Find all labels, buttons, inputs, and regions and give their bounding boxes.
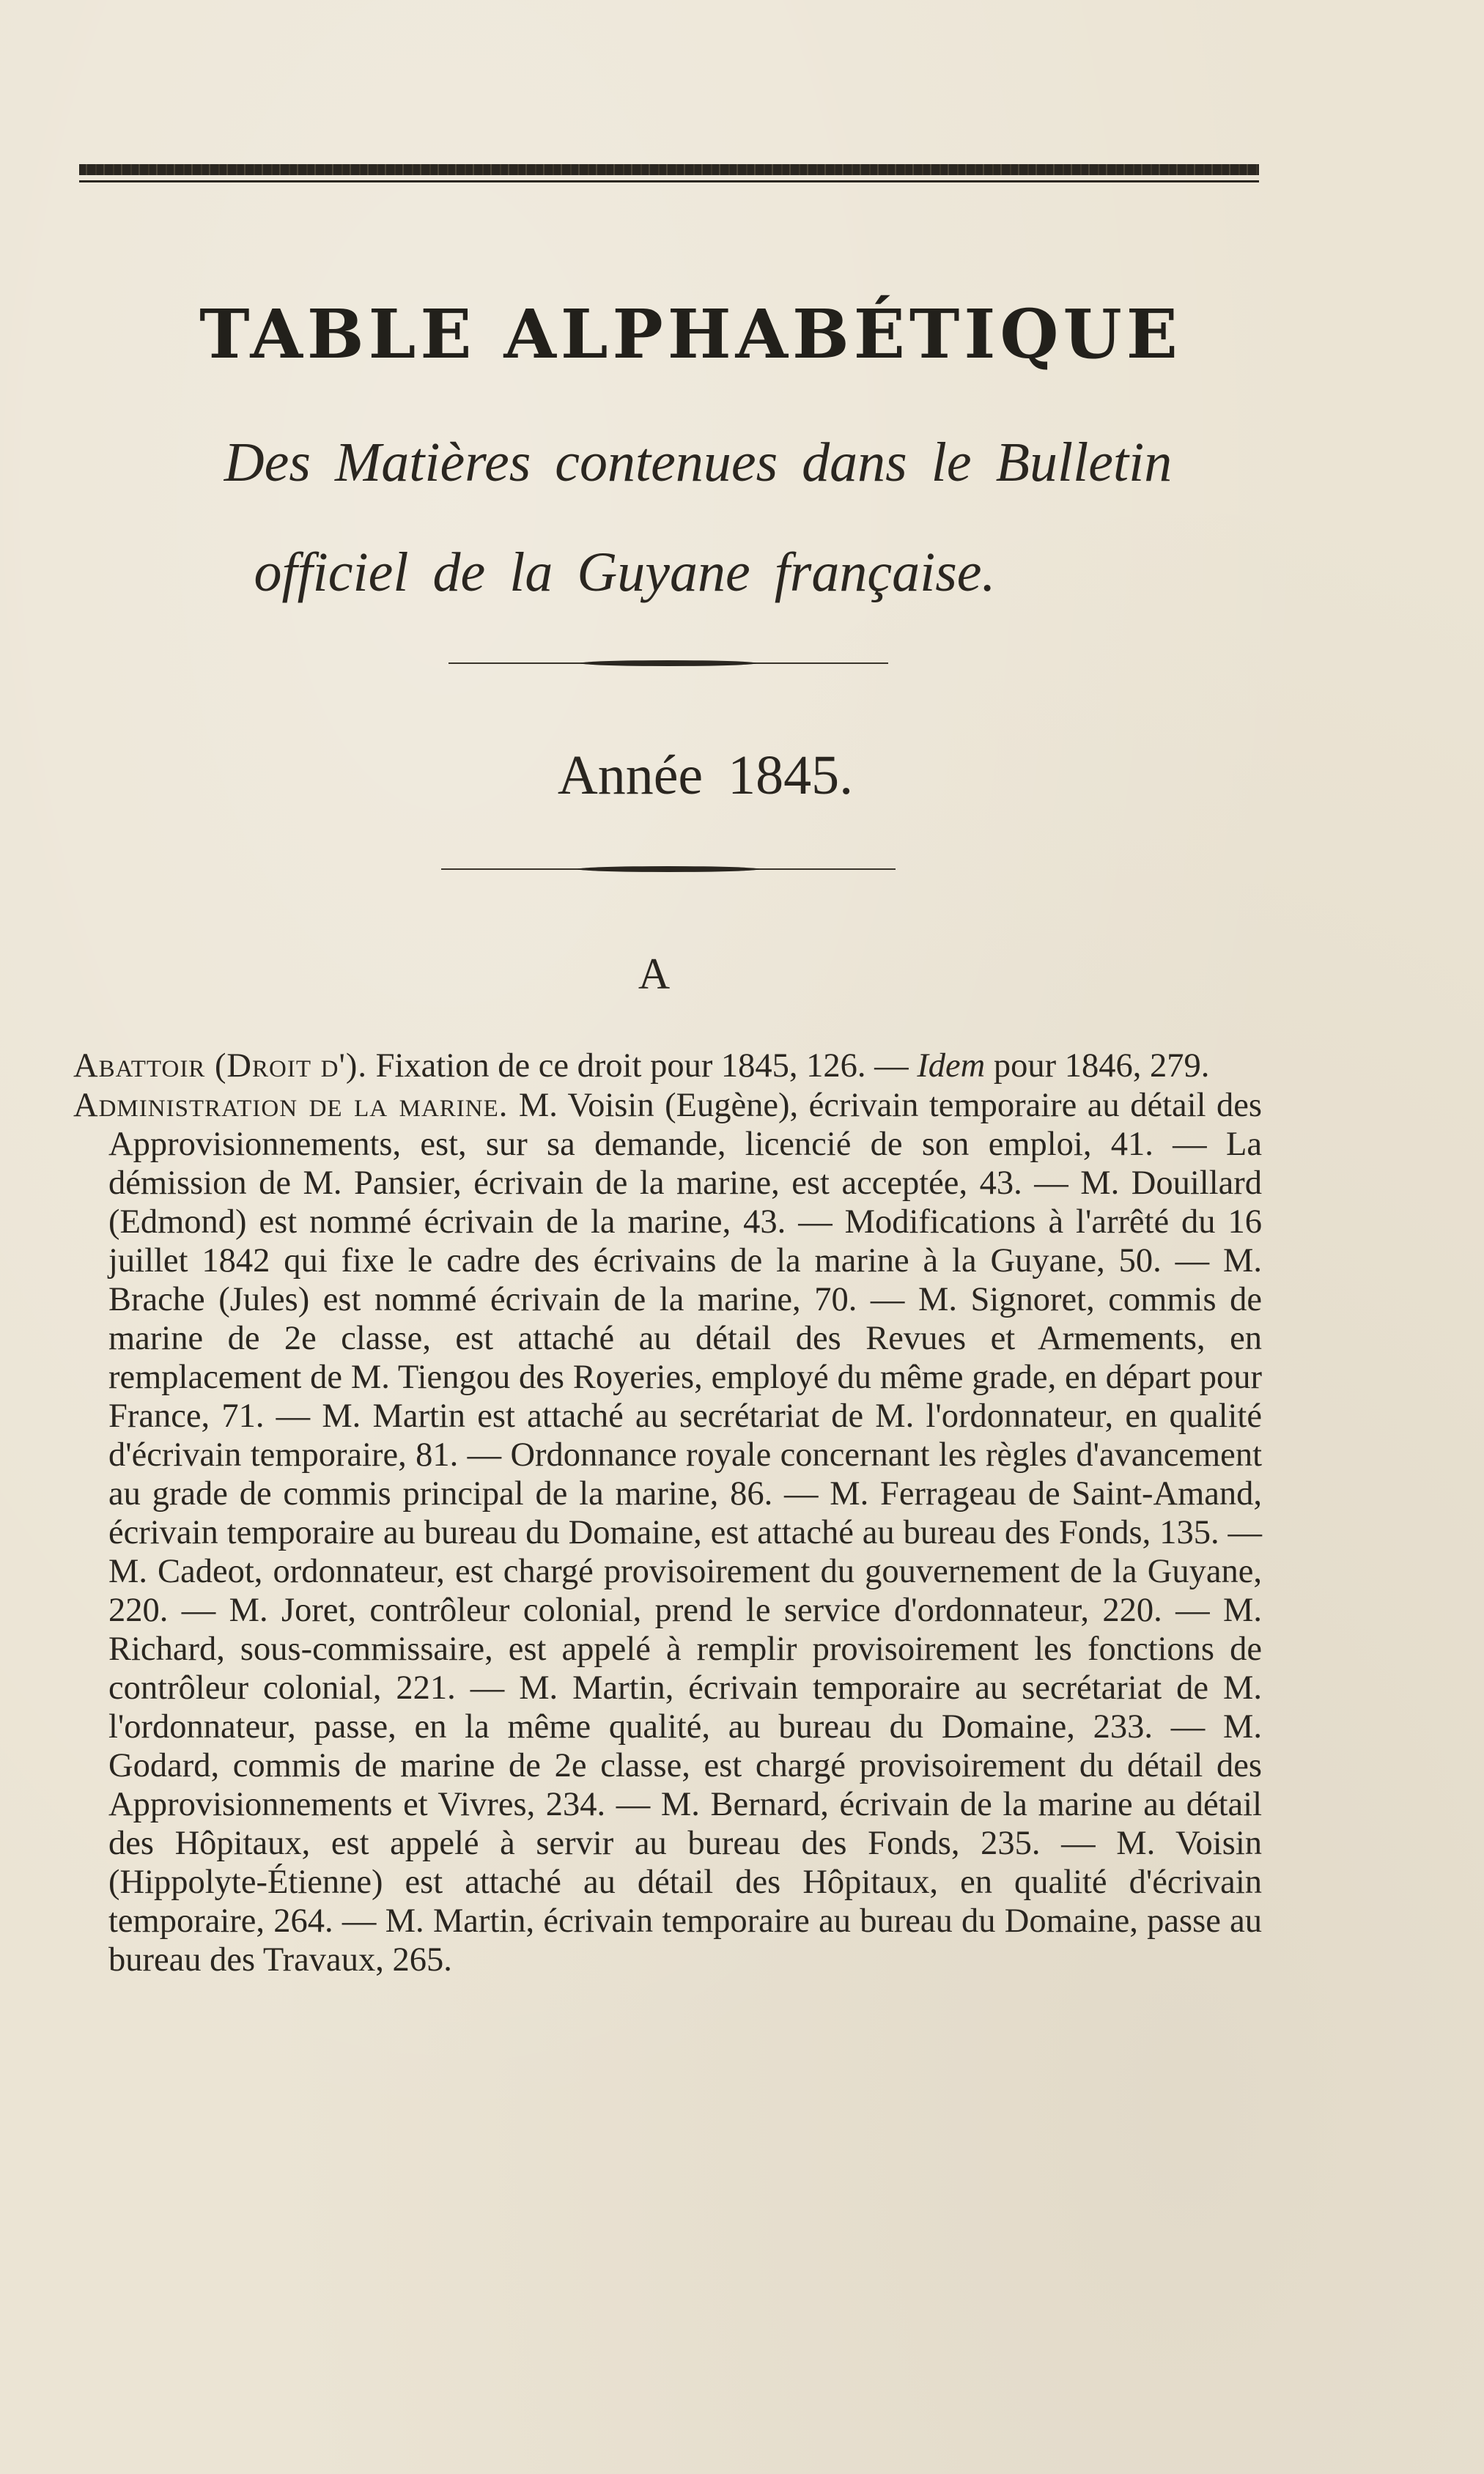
ornament-rule-1 bbox=[448, 660, 888, 666]
subtitle-line-2: officiel de la Guyane française. bbox=[254, 542, 996, 603]
index-entry bbox=[73, 1086, 1262, 1979]
ornament-rule-2 bbox=[441, 866, 896, 872]
entry-text: pour 1846, 279. bbox=[985, 1047, 1210, 1085]
page-title: TABLE ALPHABÉTIQUE bbox=[199, 295, 1182, 374]
year-heading bbox=[0, 744, 1447, 808]
entry-text: M. Voisin (Eugène), écrivain temporaire au détail des Approvisionnements, est, sur sa demande, licencié de son emploi, 41. — La démission de M. Pansier, écrivain de la marine, est acceptée, 43. — M. Douillard (Edmond) est nommé écrivain de la marine, 43. — Modifications à l'arrêté du 16 juillet 1842 qui fixe le cadre des écrivains de la marine à la Guyane, 50. — M. Brache (Jules) est nommé écrivain de la marine, 70. — M. Signoret, commis de marine de 2e classe, est attaché au détail des Revues et Armements, en remplacement de M. Tiengou des Royeries, employé du même grade, en départ pour France, 71. — M. Martin est attaché au secrétariat de M. l'ordonnateur, en qualité d'écrivain temporaire, 81. — Ordonnance royale concernant les règles d'avancement au grade de commis principal de la marine, 86. — M. Ferrageau de Saint-Amand, écrivain temporaire au bureau du Domaine, est attaché au bureau des Fonds, 135. — M. Cadeot, ordonnateur, est chargé provisoirement du gouvernement de la Guyane, 220. — M. Joret, contrôleur colonial, prend le service d'ordonnateur, 220. — M. Richard, sous-commissaire, est appelé à remplir provisoirement les fonctions de contrôleur colonial, 221. — M. Martin, écrivain temporaire au secrétariat de M. l'ordonnateur, passe, en la même qualité, au bureau du Domaine, 233. — M. Godard, commis de marine de 2e classe, est chargé provisoirement du détail des Approvisionnements et Vivres, 234. — M. Bernard, écrivain de la marine au détail des Hôpitaux, est appelé à servir au bureau des Fonds, 235. — M. Voisin (Hippolyte-Étienne) est attaché au détail des Hôpitaux, en qualité d'écrivain temporaire, 264. — M. Martin, écrivain temporaire au bureau du Domaine, passe au bureau des Travaux, 265. bbox=[108, 1087, 1262, 1979]
year-value: 1845. bbox=[728, 745, 854, 806]
index-entry bbox=[73, 1046, 1262, 1085]
top-thick-rule bbox=[79, 164, 1259, 175]
top-thin-rule bbox=[79, 180, 1259, 182]
entry-heading: Administration de la marine. bbox=[73, 1087, 509, 1124]
year-label: Année bbox=[557, 745, 704, 806]
entry-idem: Idem bbox=[917, 1047, 986, 1085]
entry-text: Fixation de ce droit pour 1845, 126. — bbox=[366, 1047, 918, 1085]
ornament-rule-swell bbox=[580, 660, 756, 666]
subtitle-line-1: Des Matières contenues dans le Bulletin bbox=[224, 432, 1173, 493]
ornament-rule-swell bbox=[577, 866, 759, 872]
entry-heading: Abattoir (Droit d'). bbox=[73, 1047, 367, 1085]
top-double-rule bbox=[79, 164, 1259, 182]
section-letter: A bbox=[638, 950, 671, 998]
index-entries bbox=[73, 1046, 1262, 1980]
